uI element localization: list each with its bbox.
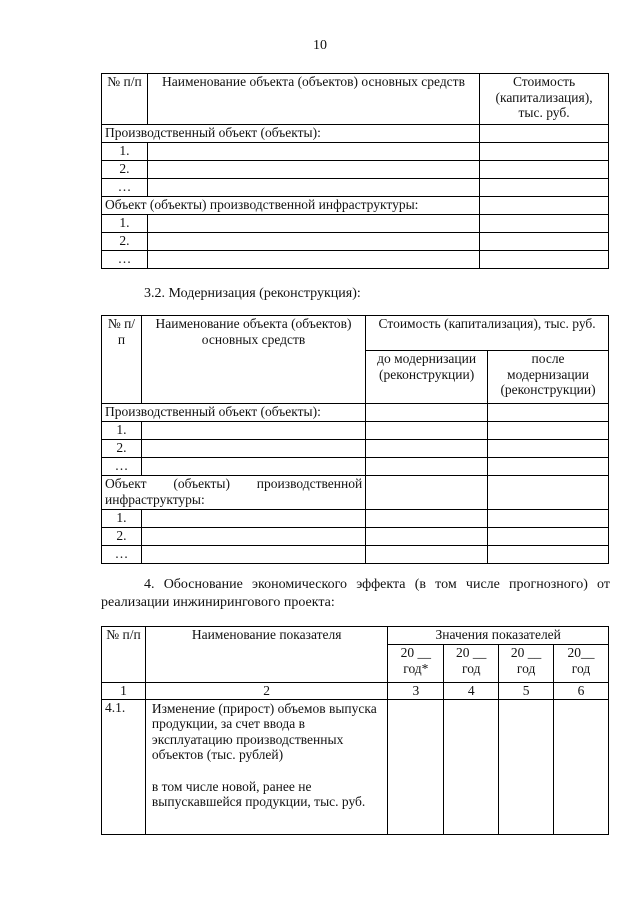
indicator-text-main: Изменение (прирост) объемов выпуска продукции, за счет ввода в эксплуатацию производственных объектов (тыс. рублей)	[151, 700, 377, 762]
column-number: 1	[102, 683, 146, 700]
cell-empty	[488, 458, 609, 476]
row-number: …	[102, 251, 148, 269]
row-number: 2.	[102, 161, 148, 179]
row-number: 2.	[102, 440, 142, 458]
cell-empty	[141, 458, 365, 476]
cell-empty	[147, 143, 479, 161]
header-name: Наименование объекта (объектов) основных средств	[141, 316, 365, 404]
cell-empty	[480, 143, 609, 161]
indicator-text-new-products: в том числе новой, ранее не выпускавшейся продукции, тыс. руб.	[151, 778, 366, 809]
column-number: 2	[145, 683, 387, 700]
modernization-table	[101, 315, 609, 564]
fixed-assets-table	[101, 73, 609, 269]
header-year-1: 20 __ год*	[388, 645, 444, 683]
column-number: 5	[499, 683, 554, 700]
page-number: 10	[313, 38, 327, 53]
cell-empty	[444, 699, 499, 834]
header-indicator-values: Значения показателей	[388, 627, 609, 645]
header-num: № п/п	[102, 627, 146, 683]
row-number: …	[102, 458, 142, 476]
cell-empty	[480, 179, 609, 197]
column-number: 4	[444, 683, 499, 700]
cell-empty	[499, 699, 554, 834]
group-infrastructure-objects: Объект (объекты) производственной инфраструктуры:	[102, 476, 366, 510]
group-production-objects: Производственный объект (объекты):	[102, 404, 366, 422]
cell-empty	[147, 161, 479, 179]
section-4-heading-line1: 4. Обоснование экономического эффекта (в том числе прогнозного) от	[144, 577, 610, 592]
header-year-4: 20__ год	[554, 645, 609, 683]
header-cost: Стоимость (капитализация), тыс. руб.	[366, 316, 609, 351]
row-number: 2.	[102, 528, 142, 546]
cell-empty	[141, 546, 365, 564]
cell-empty	[147, 179, 479, 197]
cell-empty	[366, 510, 488, 528]
column-number: 3	[388, 683, 444, 700]
cell-empty	[366, 422, 488, 440]
cell-empty	[488, 422, 609, 440]
cell-empty	[488, 404, 609, 422]
cell-empty	[480, 215, 609, 233]
header-before-modernization: до модернизации (реконструкции)	[366, 351, 488, 404]
cell-empty	[366, 528, 488, 546]
header-cost: Стоимость (капитализация), тыс. руб.	[480, 74, 609, 125]
cell-empty	[488, 528, 609, 546]
column-number: 6	[554, 683, 609, 700]
row-number: 1.	[102, 143, 148, 161]
header-after-modernization: после модернизации (реконструкции)	[488, 351, 609, 404]
header-num: № п/п	[102, 316, 142, 404]
cell-empty	[488, 546, 609, 564]
cell-empty	[141, 528, 365, 546]
cell-empty	[147, 233, 479, 251]
cell-empty	[488, 510, 609, 528]
header-year-2: 20 __ год	[444, 645, 499, 683]
header-indicator-name: Наименование показателя	[145, 627, 387, 683]
row-number: 1.	[102, 215, 148, 233]
cell-empty	[141, 440, 365, 458]
row-number: 1.	[102, 510, 142, 528]
cell-empty	[366, 546, 488, 564]
cell-empty	[488, 476, 609, 510]
cell-empty	[366, 404, 488, 422]
cell-empty	[147, 251, 479, 269]
cell-empty	[388, 699, 444, 834]
economic-effect-table	[101, 626, 609, 835]
cell-empty	[488, 440, 609, 458]
cell-empty	[147, 215, 479, 233]
cell-empty	[480, 233, 609, 251]
cell-empty	[480, 161, 609, 179]
header-num: № п/п	[102, 74, 148, 125]
row-number: 1.	[102, 422, 142, 440]
cell-empty	[366, 476, 488, 510]
cell-empty	[141, 510, 365, 528]
row-number: 4.1.	[102, 699, 146, 834]
header-year-3: 20 __ год	[499, 645, 554, 683]
indicator-description	[145, 699, 387, 834]
group-infrastructure-objects: Объект (объекты) производственной инфраструктуры:	[102, 197, 480, 215]
section-4-heading-line2: реализации инжинирингового проекта:	[101, 595, 335, 610]
row-number: 2.	[102, 233, 148, 251]
cell-empty	[366, 458, 488, 476]
cell-empty	[480, 251, 609, 269]
cell-empty	[554, 699, 609, 834]
cell-empty	[366, 440, 488, 458]
header-name: Наименование объекта (объектов) основных средств	[147, 74, 479, 125]
group-production-objects: Производственный объект (объекты):	[102, 125, 480, 143]
cell-empty	[141, 422, 365, 440]
row-number: …	[102, 546, 142, 564]
row-number: …	[102, 179, 148, 197]
section-3-2-heading: 3.2. Модернизация (реконструкция):	[144, 286, 361, 301]
cell-empty	[480, 125, 609, 143]
cell-empty	[480, 197, 609, 215]
